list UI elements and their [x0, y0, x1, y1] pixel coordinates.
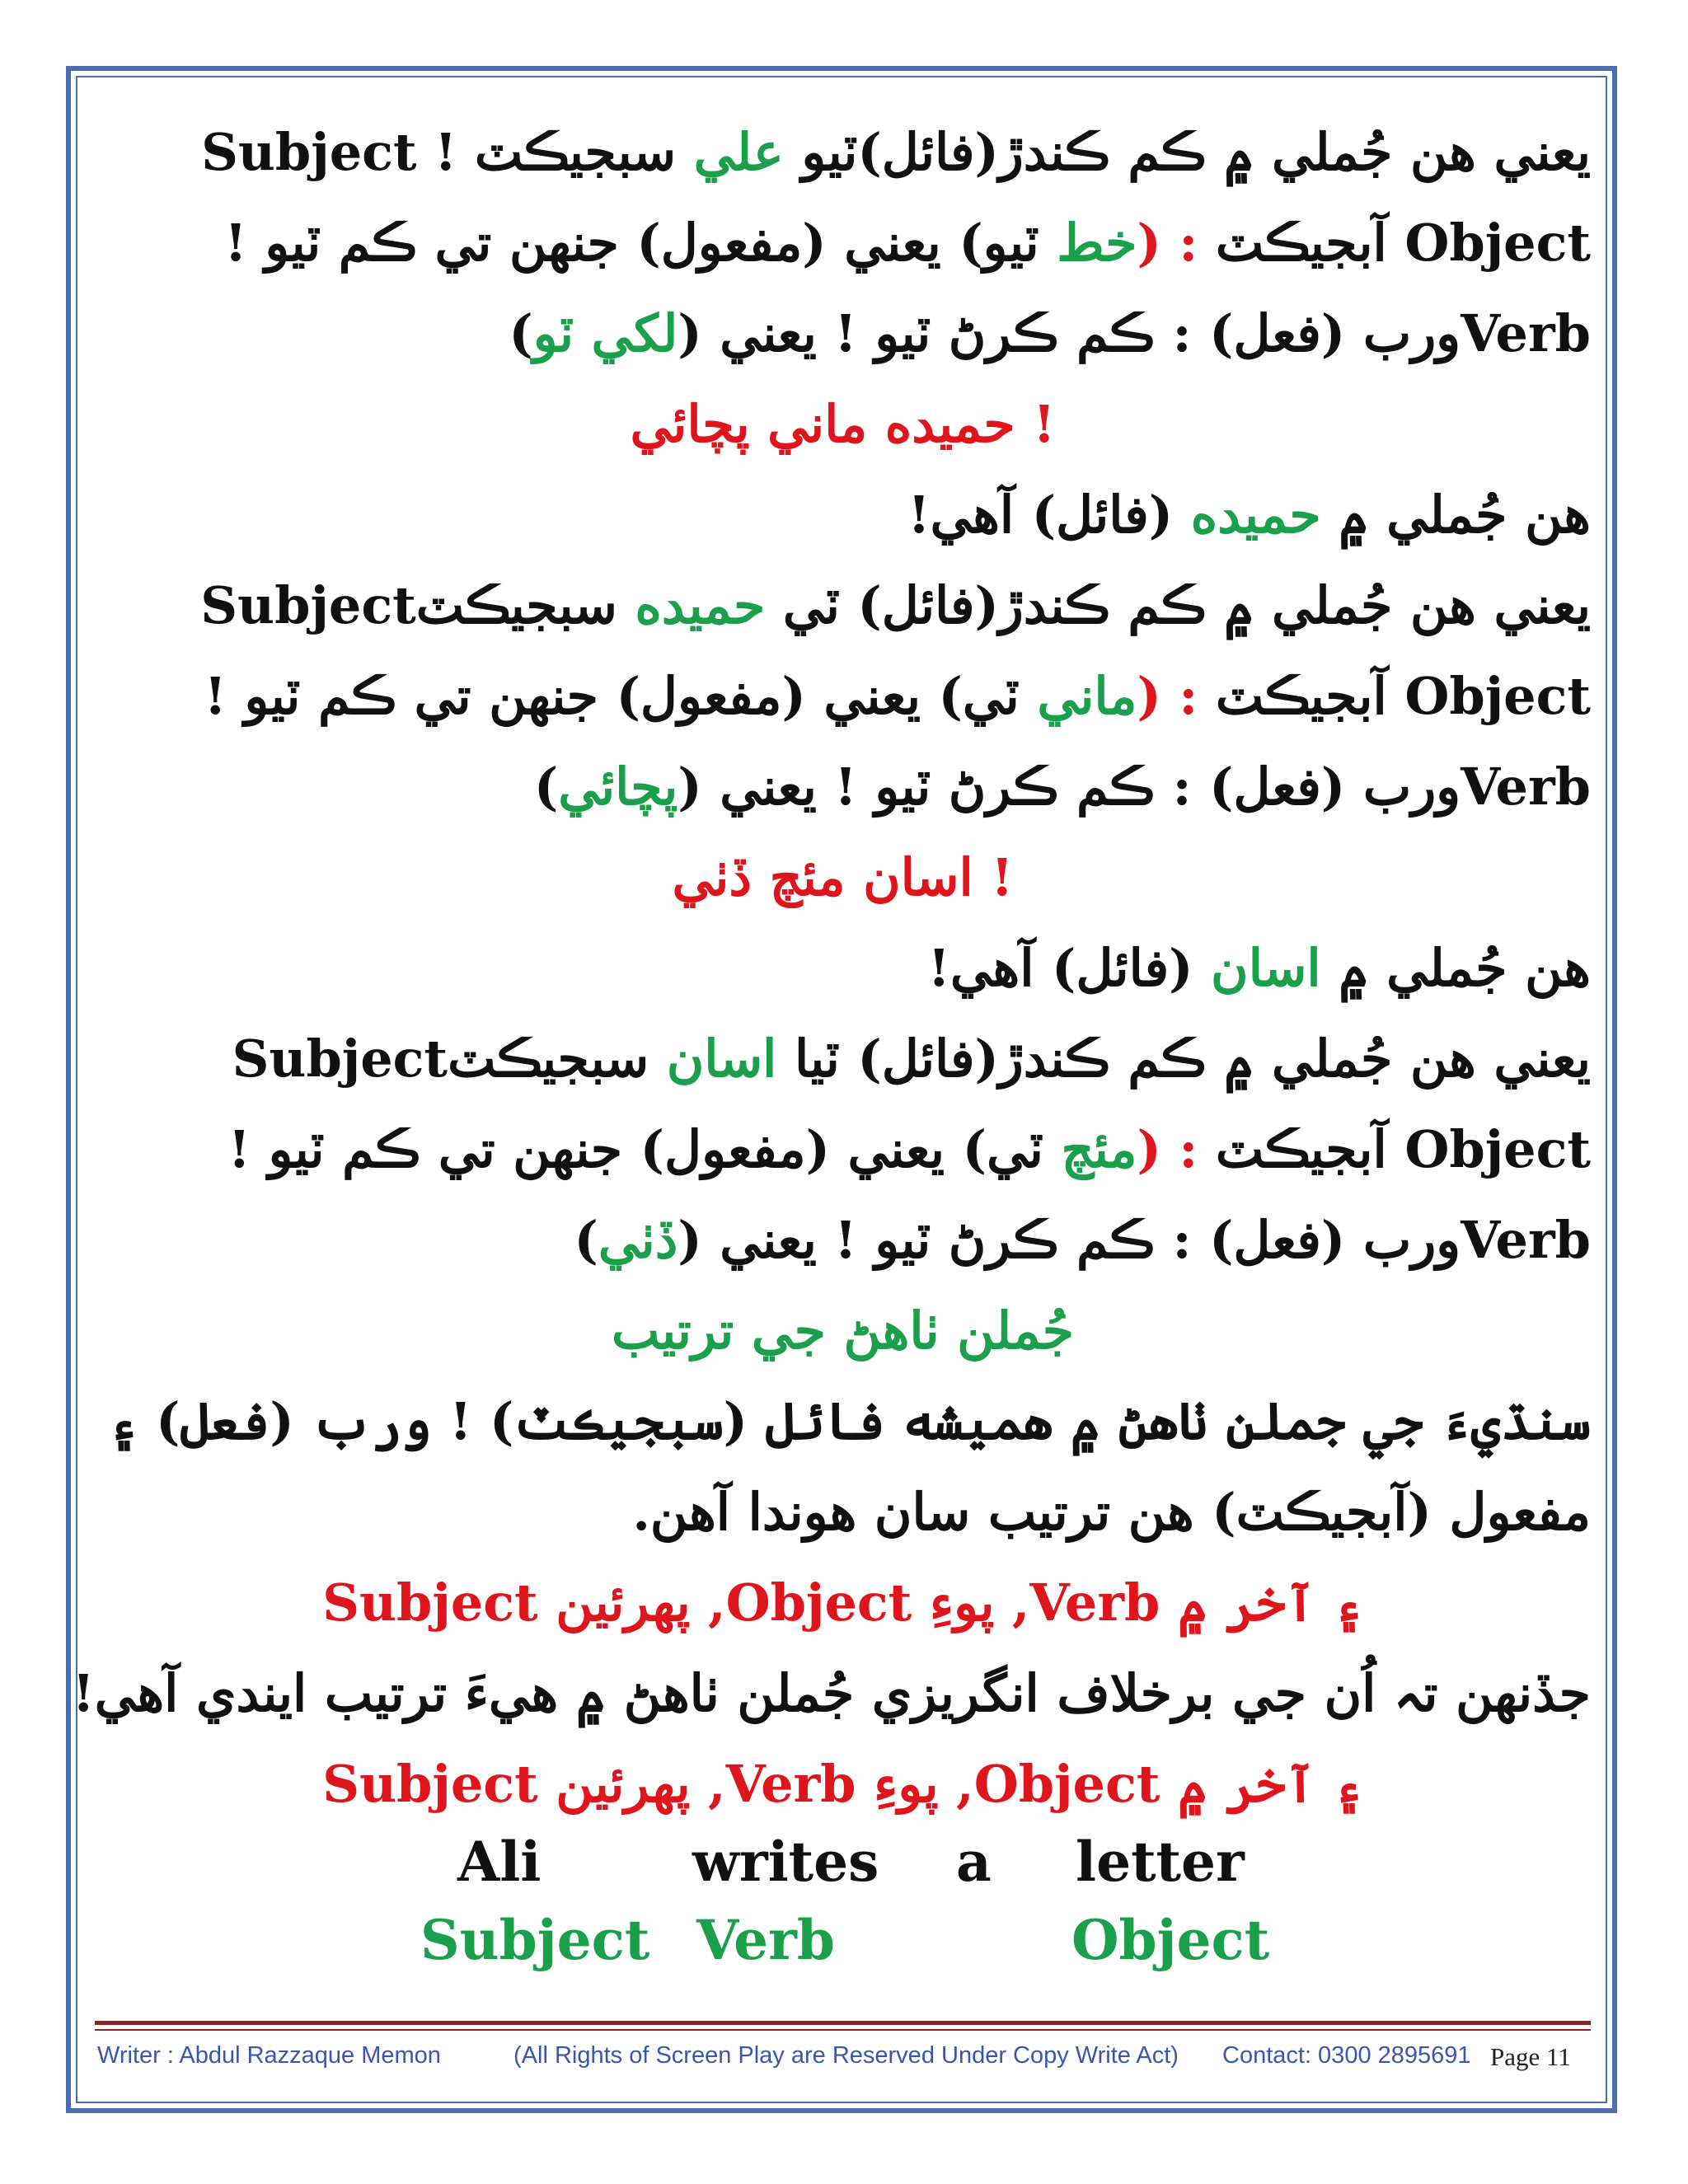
line-5-text-2: (فائل) آهي!	[907, 485, 1191, 545]
line-8-english: Verb	[1461, 757, 1591, 817]
line-15-text: سنڌيءَ جي جملن ٺاهڻ ۾ هميشه فائل (سبجيڪٽ) ! ورب (فعل) ۽	[108, 1391, 1591, 1451]
line-2-colon: : (	[1137, 213, 1198, 273]
line-6-english: Subject	[200, 575, 416, 635]
text-line-1	[95, 107, 1591, 198]
example-word-ali: Ali	[457, 1830, 542, 1894]
line-10-highlight: اسان	[1211, 938, 1321, 998]
line-1-highlight: علي	[693, 122, 784, 182]
line-6-highlight: حميده	[635, 575, 766, 635]
page-footer	[97, 2042, 1591, 2075]
line-1-text-2: سبجيڪٽ !	[416, 122, 694, 182]
line-13-highlight: ڏٺي	[598, 1210, 678, 1270]
line-18-text: جڏنهن تہ اُن جي برخلاف انگريزي جُملن ٺاهڻ ۾ هيءَ ترتيب ايندي آهي!	[72, 1663, 1591, 1723]
text-line-3	[95, 288, 1591, 379]
example-word-letter: letter	[1076, 1830, 1245, 1894]
line-10-text: هن جُملي ۾	[1320, 938, 1591, 998]
line-3-text-2: )	[509, 303, 533, 363]
line-2-english: Object	[1404, 213, 1591, 273]
text-line-10	[95, 923, 1591, 1014]
example-roles	[95, 1908, 1591, 1986]
order-2-object: Object	[973, 1754, 1160, 1814]
line-11-english: Subject	[232, 1029, 448, 1089]
line-5-text: هن جُملي ۾	[1320, 485, 1591, 545]
line-7-highlight: ماني	[1037, 666, 1137, 726]
example-heading-1-text: حميده ماني پچائي !	[630, 394, 1056, 454]
example-role-subject: Subject	[420, 1908, 650, 1972]
english-order-line	[95, 1739, 1591, 1830]
example-sentence	[95, 1830, 1591, 1908]
text-line-5	[95, 470, 1591, 560]
line-12-english: Object	[1404, 1119, 1591, 1179]
line-12-text: آبجيڪٽ	[1198, 1119, 1405, 1179]
footer-page-number: Page 11	[1490, 2042, 1571, 2071]
line-13-text: ورب (فعل) : ڪم ڪرڻ ٽيو ! يعني (	[678, 1210, 1461, 1270]
section-heading	[95, 1286, 1591, 1376]
order-1-text-a: ۽ آخر ۾	[1160, 1572, 1363, 1633]
line-2-text: آبجيڪٽ	[1198, 213, 1405, 273]
line-3-english: Verb	[1461, 303, 1591, 363]
text-line-8	[95, 742, 1591, 832]
text-line-18	[72, 1648, 1591, 1739]
footer-rights: (All Rights of Screen Play are Reserved Under Copy Write Act)	[513, 2042, 1179, 2069]
page-content	[72, 107, 1591, 1986]
text-line-6	[95, 560, 1591, 651]
line-8-text-2: )	[533, 757, 559, 817]
order-1-text-e: , پهرئين	[537, 1572, 726, 1633]
line-7-text-2: ٽي) يعني (مفعول) جنهن تي ڪم ٽيو !	[204, 666, 1038, 726]
line-5-highlight: حميده	[1190, 485, 1321, 545]
example-heading-2	[95, 832, 1591, 923]
line-6-text: يعني هن جُملي ۾ ڪم ڪندڙ(فائل) ٽي	[765, 575, 1591, 635]
order-1-subject: Subject	[322, 1572, 538, 1633]
order-2-verb: Verb	[725, 1754, 856, 1814]
footer-rule-thin	[95, 2029, 1591, 2031]
example-role-verb: Verb	[696, 1908, 836, 1972]
line-8-highlight: پچائي	[558, 757, 678, 817]
text-line-2	[95, 198, 1591, 288]
line-10-text-2: (فائل) آهي!	[927, 938, 1212, 998]
line-12-text-2: ٽي) يعني (مفعول) جنهن تي ڪم ٽيو !	[227, 1119, 1062, 1179]
line-3-text: ورب (فعل) : ڪم ڪرڻ ٽيو ! يعني (	[678, 303, 1461, 363]
line-1-english: Subject	[201, 122, 417, 182]
order-2-text-e: , پهرئين	[537, 1754, 726, 1814]
order-2-text-c: , پوءِ	[856, 1754, 974, 1814]
line-7-text: آبجيڪٽ	[1198, 666, 1405, 726]
footer-writer: Writer : Abdul Razzaque Memon	[97, 2042, 441, 2069]
text-line-11	[95, 1014, 1591, 1104]
footer-rule	[95, 2021, 1591, 2025]
text-line-16	[95, 1467, 1591, 1558]
order-1-text-c: , پوءِ	[912, 1572, 1030, 1633]
example-word-writes: writes	[692, 1830, 879, 1894]
footer-contact: Contact: 0300 2895691	[1222, 2042, 1471, 2069]
line-6-text-2: سبجيڪٽ	[415, 575, 635, 635]
text-line-15	[95, 1376, 1591, 1467]
text-line-12	[95, 1104, 1591, 1195]
line-7-english: Object	[1404, 666, 1591, 726]
line-2-text-2: ٽيو) يعني (مفعول) جنهن تي ڪم ٽيو !	[224, 213, 1057, 273]
line-3-highlight: لکي ٽو	[532, 303, 678, 363]
line-13-text-2: )	[574, 1210, 598, 1270]
order-2-text-a: ۽ آخر ۾	[1160, 1754, 1363, 1814]
example-heading-2-text: اسان مئچ ڏٺي !	[672, 847, 1014, 907]
text-line-13	[95, 1195, 1591, 1286]
line-8-text: ورب (فعل) : ڪم ڪرڻ ٽيو ! يعني (	[678, 757, 1461, 817]
sindhi-order-line	[95, 1558, 1591, 1648]
example-role-object: Object	[1071, 1908, 1270, 1972]
line-16-text: مفعول (آبجيڪٽ) هن ترتيب سان هوندا آهن.	[632, 1482, 1591, 1542]
section-heading-text: جُملن ٺاهڻ جي ترتيب	[612, 1301, 1074, 1361]
line-7-colon: : (	[1137, 666, 1198, 726]
line-11-text: يعني هن جُملي ۾ ڪم ڪندڙ(فائل) ٽيا	[776, 1029, 1591, 1089]
order-2-subject: Subject	[322, 1754, 538, 1814]
text-line-7	[95, 651, 1591, 742]
example-heading-1	[95, 379, 1591, 470]
order-1-object: Object	[725, 1572, 912, 1633]
line-13-english: Verb	[1461, 1210, 1591, 1270]
line-12-highlight: مئچ	[1061, 1119, 1137, 1179]
line-11-text-2: سبجيڪٽ	[448, 1029, 667, 1089]
line-2-highlight: خط	[1057, 213, 1137, 273]
example-word-a: a	[956, 1830, 992, 1894]
line-1-text: يعني هن جُملي ۾ ڪم ڪندڙ(فائل)ٽيو	[783, 122, 1591, 182]
line-11-highlight: اسان	[666, 1029, 777, 1089]
order-1-verb: Verb	[1029, 1572, 1160, 1633]
line-12-colon: : (	[1137, 1119, 1198, 1179]
